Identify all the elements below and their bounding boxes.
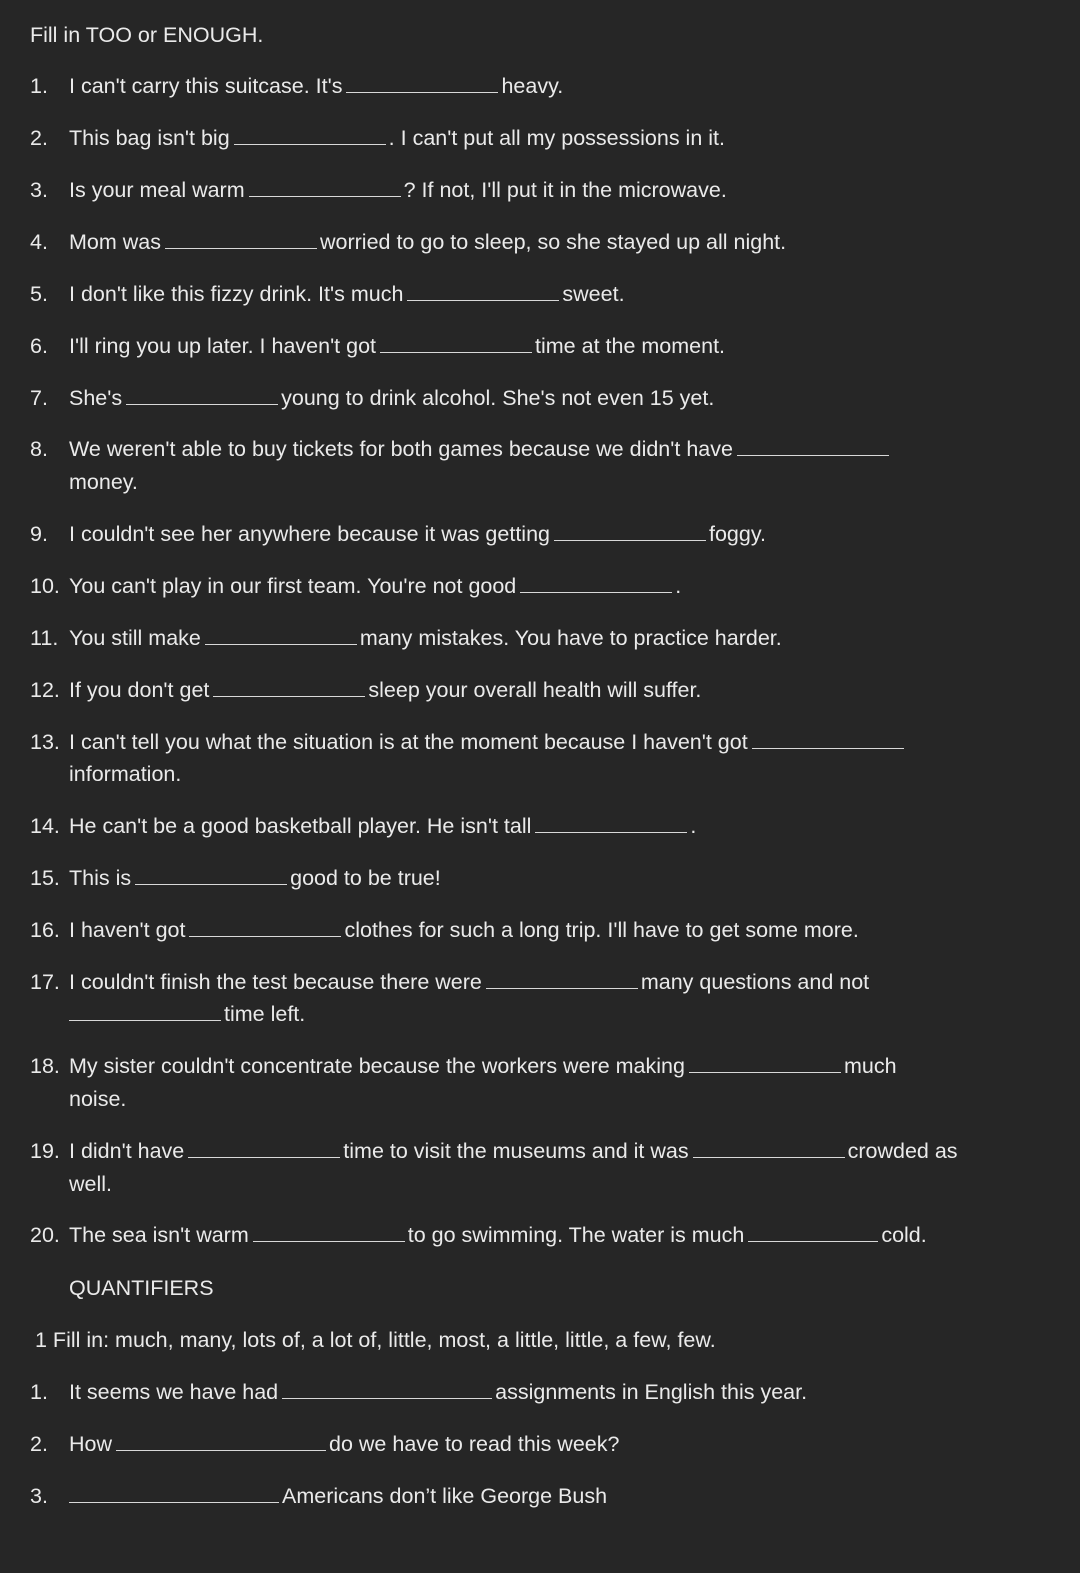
exercise-instruction: Fill in TOO or ENOUGH.: [30, 23, 264, 47]
item-text: You still make: [69, 626, 201, 650]
item-number: 14.: [30, 814, 60, 838]
list-item: [30, 729, 907, 755]
item-continuation: well.: [69, 1172, 113, 1196]
item-number: 11.: [30, 626, 59, 650]
list-item: [30, 1053, 897, 1079]
list-item: [30, 177, 727, 203]
answer-blank[interactable]: [126, 386, 278, 405]
item-number: 5.: [30, 282, 48, 306]
item-text: He can't be a good basketball player. He isn't tall: [69, 814, 532, 838]
list-item: [30, 865, 441, 891]
item-text: ? If not, I'll put it in the microwave.: [403, 178, 727, 202]
item-text: many questions and not: [640, 970, 870, 994]
item-number: 13.: [30, 730, 60, 754]
item-text: She's: [69, 386, 123, 410]
answer-blank[interactable]: [282, 1380, 492, 1399]
item-number: 15.: [30, 866, 60, 890]
list-item: [30, 625, 782, 651]
item-number: 17.: [30, 970, 60, 994]
list-item: [30, 1379, 807, 1405]
item-number: 1.: [30, 1380, 48, 1404]
item-number: 18.: [30, 1054, 60, 1078]
item-text: crowded as: [847, 1139, 958, 1163]
list-item: [30, 333, 725, 359]
item-text: heavy.: [501, 74, 564, 98]
item-continuation: noise.: [69, 1087, 127, 1111]
item-text: . I can't put all my possessions in it.: [388, 126, 725, 150]
list-item: [30, 436, 892, 462]
item-text: assignments in English this year.: [495, 1380, 808, 1404]
item-text: The sea isn't warm: [69, 1223, 249, 1247]
answer-blank[interactable]: [165, 230, 317, 249]
item-number: 3.: [30, 1484, 48, 1508]
item-number: 9.: [30, 522, 48, 546]
answer-blank[interactable]: [737, 437, 889, 456]
item-number: 1.: [30, 74, 48, 98]
item-number: 6.: [30, 334, 48, 358]
item-text: Mom was: [69, 230, 161, 254]
item-number: 19.: [30, 1139, 60, 1163]
item-text: sweet.: [562, 282, 625, 306]
item-continuation: money.: [69, 470, 138, 494]
answer-blank[interactable]: [249, 178, 401, 197]
answer-blank[interactable]: [748, 1223, 878, 1242]
list-item: [30, 917, 859, 943]
item-text: I haven't got: [69, 918, 186, 942]
item-text: to go swimming. The water is much: [407, 1223, 745, 1247]
answer-blank[interactable]: [116, 1432, 326, 1451]
answer-blank[interactable]: [188, 1139, 340, 1158]
exercise-instruction: 1 Fill in: much, many, lots of, a lot of, little, most, a little, little, a few, few.: [35, 1328, 716, 1352]
list-item: [30, 573, 681, 599]
item-text: I couldn't see her anywhere because it was getting: [69, 522, 550, 546]
item-number: 10.: [30, 574, 60, 598]
item-text: Is your meal warm: [69, 178, 245, 202]
item-text: This bag isn't big: [69, 126, 230, 150]
item-text: sleep your overall health will suffer.: [368, 678, 702, 702]
list-item: [30, 281, 625, 307]
item-number: 20.: [30, 1223, 60, 1247]
item-continuation: [69, 1001, 305, 1027]
answer-blank[interactable]: [689, 1054, 841, 1073]
answer-blank[interactable]: [535, 814, 687, 833]
list-item: [30, 1483, 607, 1509]
item-text: I didn't have: [69, 1139, 185, 1163]
item-text: cold.: [881, 1223, 927, 1247]
item-text: I'll ring you up later. I haven't got: [69, 334, 377, 358]
item-text: worried to go to sleep, so she stayed up all night.: [319, 230, 787, 254]
item-text: How: [69, 1432, 113, 1456]
list-item: [30, 73, 563, 99]
item-text: time at the moment.: [535, 334, 726, 358]
item-text: I couldn't finish the test because there were: [69, 970, 482, 994]
list-item: [30, 1138, 958, 1164]
item-text: If you don't get: [69, 678, 210, 702]
answer-blank[interactable]: [69, 1484, 279, 1503]
item-text: We weren't able to buy tickets for both games because we didn't have: [69, 437, 733, 461]
list-item: [30, 813, 696, 839]
item-text: My sister couldn't concentrate because the workers were making: [69, 1054, 685, 1078]
item-text: You can't play in our first team. You're not good: [69, 574, 517, 598]
item-text: It seems we have had: [69, 1380, 279, 1404]
answer-blank[interactable]: [346, 74, 498, 93]
list-item: [30, 1431, 619, 1457]
item-text: .: [675, 574, 682, 598]
item-text: time left.: [224, 1002, 306, 1026]
answer-blank[interactable]: [213, 678, 365, 697]
item-text: I can't carry this suitcase. It's: [69, 74, 343, 98]
answer-blank[interactable]: [253, 1223, 405, 1242]
item-text: .: [690, 814, 697, 838]
item-text: foggy.: [708, 522, 766, 546]
list-item: [30, 385, 714, 411]
list-item: [30, 969, 869, 995]
item-text: This is: [69, 866, 132, 890]
answer-blank[interactable]: [520, 574, 672, 593]
answer-blank[interactable]: [693, 1139, 845, 1158]
item-text: much: [843, 1054, 897, 1078]
item-text: many mistakes. You have to practice harder.: [359, 626, 782, 650]
item-text: Americans don’t like George Bush: [282, 1484, 608, 1508]
list-item: [30, 521, 766, 547]
answer-blank[interactable]: [135, 866, 287, 885]
item-text: clothes for such a long trip. I'll have to get some more.: [344, 918, 859, 942]
answer-blank[interactable]: [407, 282, 559, 301]
item-text: do we have to read this week?: [329, 1432, 620, 1456]
answer-blank[interactable]: [205, 626, 357, 645]
answer-blank[interactable]: [69, 1002, 221, 1021]
item-number: 8.: [30, 437, 48, 461]
item-number: 16.: [30, 918, 60, 942]
item-text: young to drink alcohol. She's not even 15 yet.: [281, 386, 715, 410]
answer-blank[interactable]: [486, 970, 638, 989]
item-number: 12.: [30, 678, 60, 702]
item-number: 3.: [30, 178, 48, 202]
answer-blank[interactable]: [234, 126, 386, 145]
list-item: [30, 677, 701, 703]
answer-blank[interactable]: [380, 334, 532, 353]
item-number: 2.: [30, 126, 48, 150]
item-text: time to visit the museums and it was: [343, 1139, 689, 1163]
item-number: 2.: [30, 1432, 48, 1456]
list-item: [30, 1222, 927, 1248]
list-item: [30, 125, 725, 151]
item-text: I don't like this fizzy drink. It's much: [69, 282, 404, 306]
item-continuation: information.: [69, 762, 182, 786]
item-number: 4.: [30, 230, 48, 254]
answer-blank[interactable]: [189, 918, 341, 937]
item-text: good to be true!: [290, 866, 441, 890]
item-number: 7.: [30, 386, 48, 410]
section-title: QUANTIFIERS: [69, 1276, 214, 1300]
item-text: I can't tell you what the situation is at the moment because I haven't got: [69, 730, 748, 754]
answer-blank[interactable]: [752, 730, 904, 749]
list-item: [30, 229, 786, 255]
answer-blank[interactable]: [554, 522, 706, 541]
